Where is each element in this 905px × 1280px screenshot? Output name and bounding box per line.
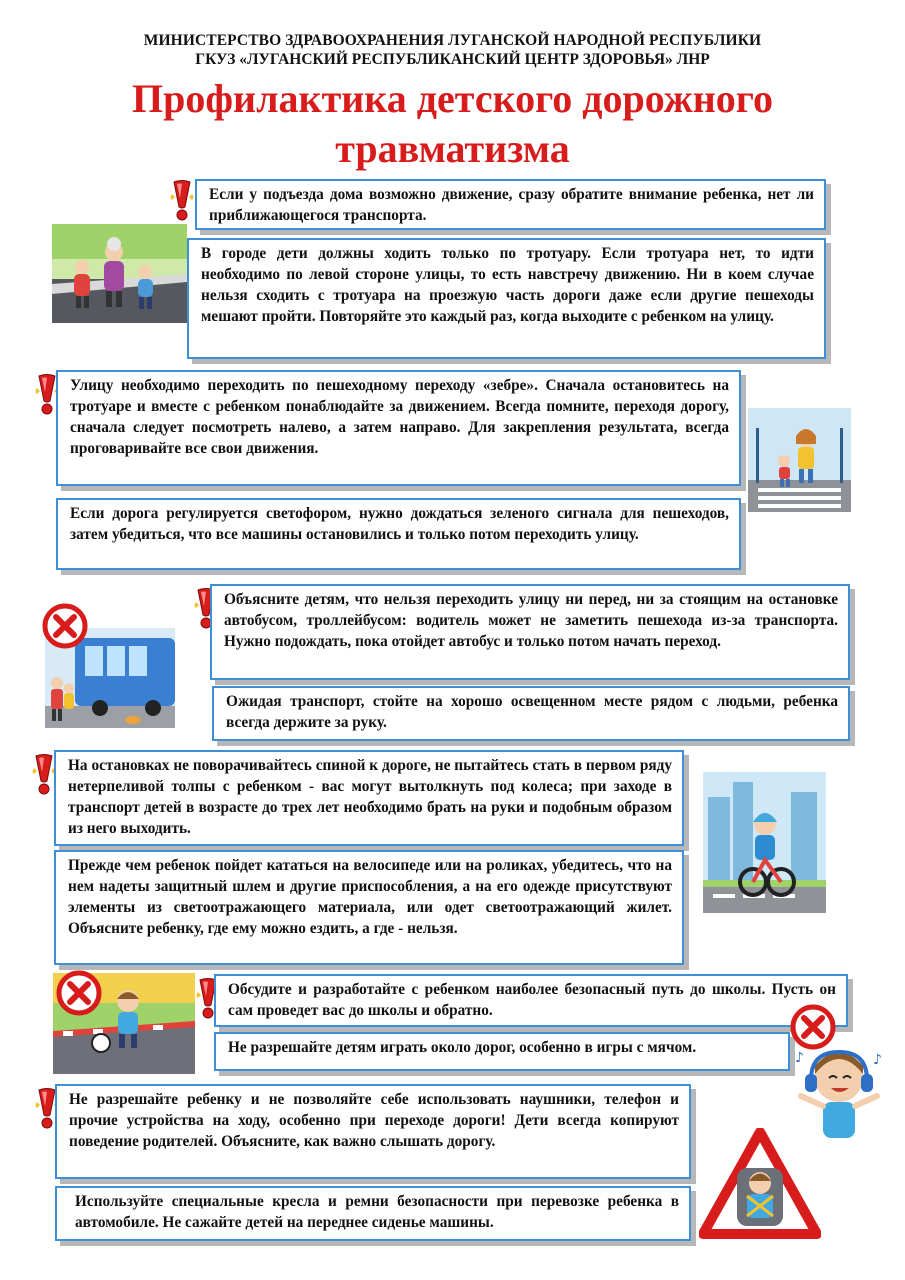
exclamation-icon — [168, 180, 196, 222]
tip-card: Если дорога регулируется светофором, нужно дождаться зеленого сигнала для пешеходов, затем убедиться, что все машины остановились и только потом переходить улицу. — [56, 498, 741, 570]
tip-card: Объясните детям, что нельзя переходить улицу ни перед, ни за стоящим на остановке автобусом, троллейбусом: водитель может не заметить пешехода из-за транспорта. Нужно подождать, пока отойдет автобус и только потом начать переход. — [210, 584, 850, 680]
ministry-name: МИНИСТЕРСТВО ЗДРАВООХРАНЕНИЯ ЛУГАНСКОЙ НАРОДНОЙ РЕСПУБЛИКИ — [143, 32, 762, 49]
page-title — [0, 74, 905, 174]
tip-card: Используйте специальные кресла и ремни безопасности при перевозке ребенка в автомобиле. Не сажайте детей на переднее сиденье машины. — [55, 1186, 691, 1241]
tip-card: Не разрешайте ребенку и не позволяйте себе использовать наушники, телефон и прочие устройства на ходу, особенно при переходе дороги! Дети всегда копируют поведение родителей. Объясните, как важно слышать дорогу. — [55, 1084, 691, 1179]
svg-text:♪: ♪ — [873, 1052, 882, 1068]
tip-card: Если у подъезда дома возможно движение, сразу обратите внимание ребенка, нет ли приближающегося транспорта. — [195, 179, 826, 230]
tip-card: В городе дети должны ходить только по тротуару. Если тротуара нет, то идти необходимо по левой стороне улицы, то есть навстречу движению. Ни в коем случае нельзя сходить с тротуара на проезжую часть дороги даже если другие пешеходы мешают пройти. Повторяйте это каждый раз, когда выходите с ребенком на улицу. — [187, 238, 826, 359]
car-seat-warning-sign-illustration — [699, 1128, 821, 1240]
grandmother-children-walking-illustration — [52, 224, 187, 323]
prohibition-icon — [56, 970, 102, 1016]
tip-card: Ожидая транспорт, стойте на хорошо освещенном месте рядом с людьми, ребенка всегда держите за руку. — [212, 686, 850, 741]
child-bicycle-helmet-illustration — [703, 772, 826, 913]
child-headphones-illustration — [793, 1044, 885, 1140]
center-name: ГКУЗ «ЛУГАНСКИЙ РЕСПУБЛИКАНСКИЙ ЦЕНТР ЗДОРОВЬЯ» ЛНР — [195, 51, 710, 68]
prohibition-icon — [42, 603, 88, 649]
tip-card: Не разрешайте детям играть около дорог, особенно в игры с мячом. — [214, 1032, 790, 1071]
tip-card: На остановках не поворачивайтесь спиной к дороге, не пытайтесь стать в первом ряду нетерпеливой толпы с ребенком - вас могут вытолкнуть под колеса; при заходе в транспорт детей в возрасте до трех лет необходимо брать на руки и подобным образом из него выходить. — [54, 750, 684, 846]
tip-card: Прежде чем ребенок пойдет кататься на велосипеде или на роликах, убедитесь, что на нем надеты защитный шлем и другие приспособления, а на его одежде присутствуют элементы из светоотражающего материала, или одет светоотражающий жилет. Объясните ребенку, где ему можно ездить, а где - нельзя. — [54, 850, 684, 965]
svg-text:♪: ♪ — [795, 1050, 804, 1066]
tip-card: Улицу необходимо переходить по пешеходному переходу «зебре». Сначала остановитесь на тротуаре и вместе с ребенком понаблюдайте за движением. Всегда помните, переходя дорогу, сначала следует посмотреть налево, а затем направо. Для закрепления результата, всегда проговаривайте все свои движения. — [56, 370, 741, 486]
tip-card: Обсудите и разработайте с ребенком наиболее безопасный путь до школы. Пусть он сам проведет вас до школы и обратно. — [214, 974, 848, 1027]
title-line-2: травматизма — [335, 126, 570, 171]
zebra-crossing-children-illustration — [748, 408, 851, 512]
title-line-1: Профилактика детского дорожного — [132, 76, 773, 121]
